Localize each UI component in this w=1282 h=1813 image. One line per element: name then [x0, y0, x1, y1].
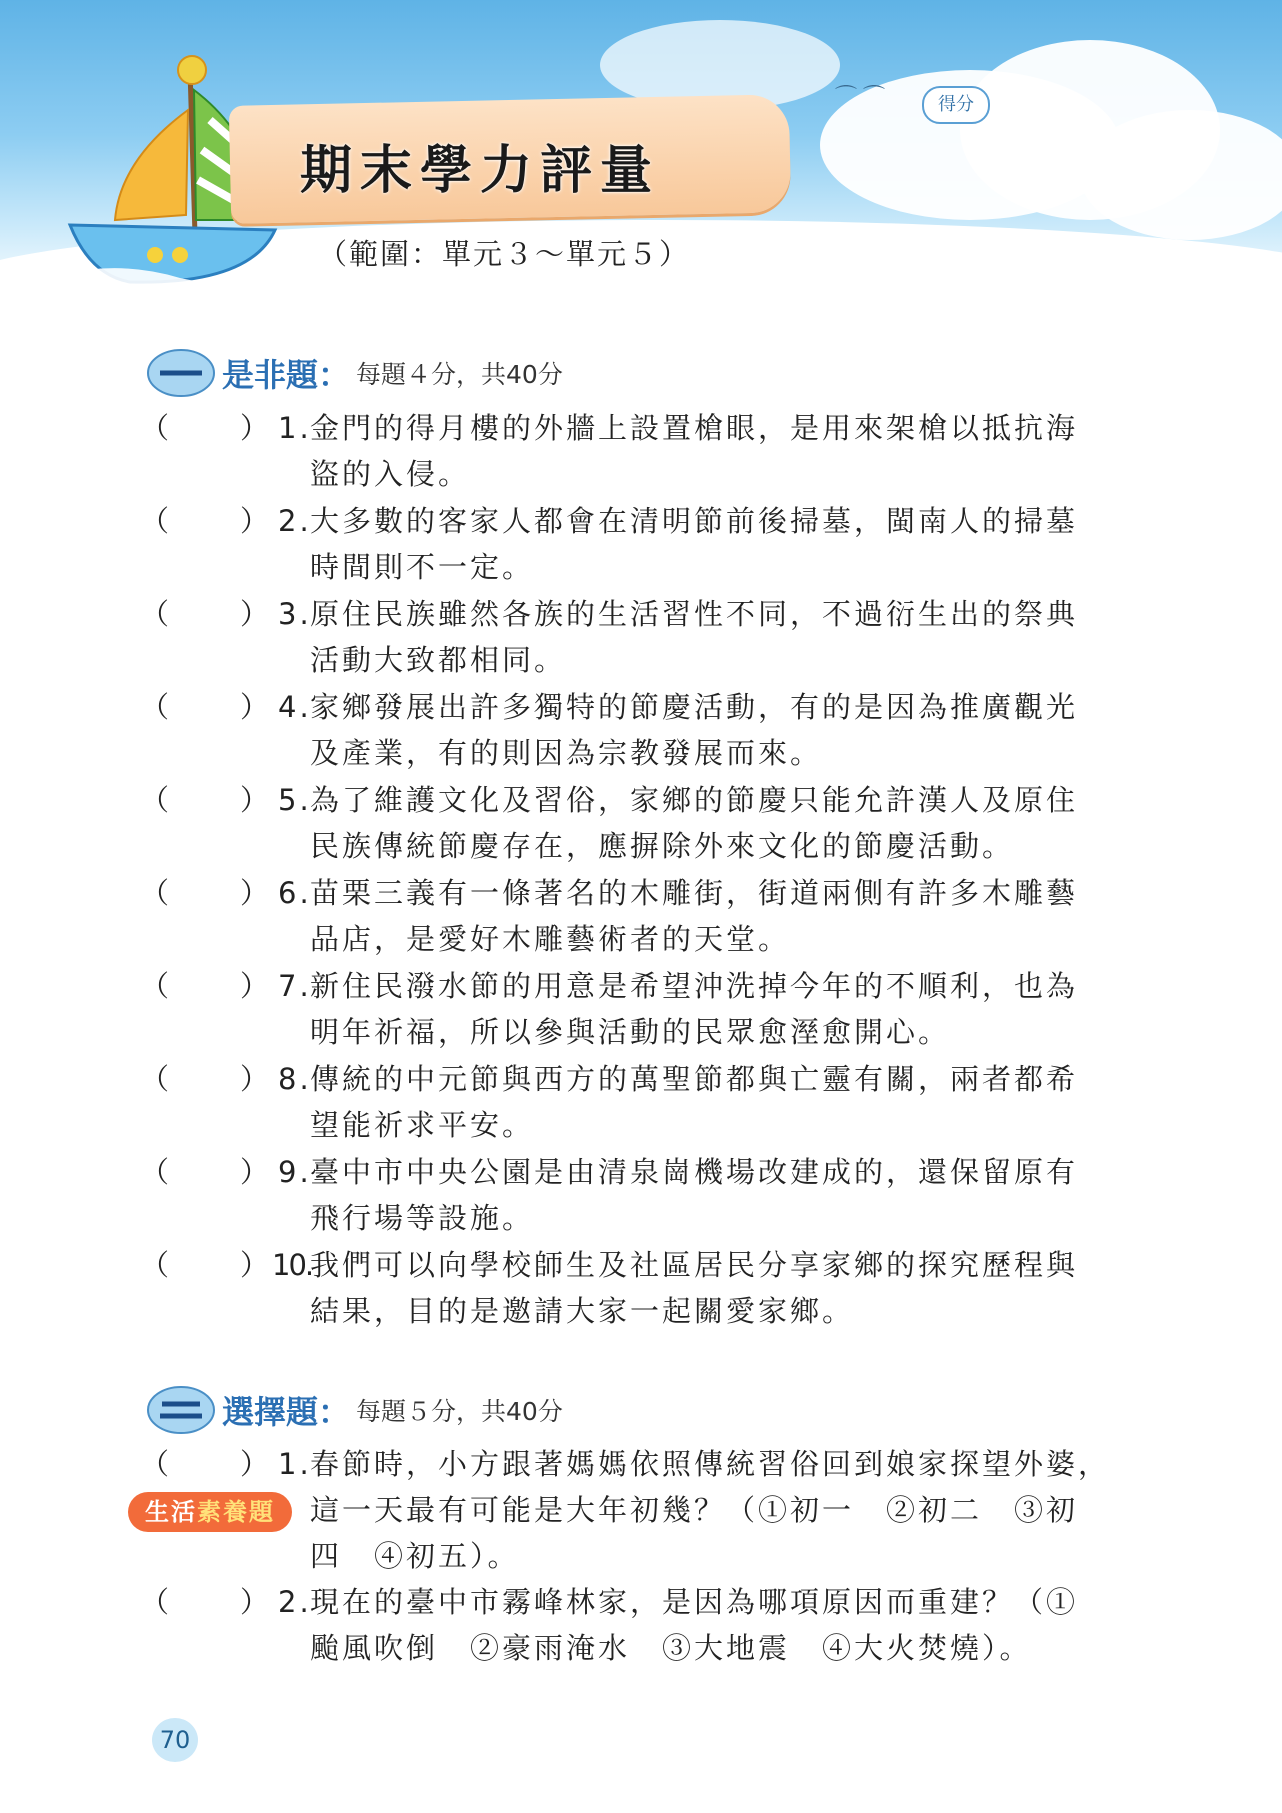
question-number: 1. [278, 411, 312, 445]
page-number: 70 [152, 1718, 198, 1762]
answer-paren-close: ） [240, 969, 273, 1003]
question-number: 3. [278, 597, 312, 631]
section-heading-1 [146, 345, 563, 401]
question-line: 及產業，有的則因為宗教發展而來。 [310, 736, 823, 770]
question-text [310, 684, 1150, 776]
question-line: 家鄉發展出許多獨特的節慶活動，有的是因為推廣觀光 [310, 690, 1079, 724]
question-line: 活動大致都相同。 [310, 643, 567, 677]
answer-paren-open[interactable]: （ [140, 1155, 173, 1189]
question-number: 4. [278, 690, 312, 724]
question-line: 飛行場等設施。 [310, 1201, 535, 1235]
question-line: 苗栗三義有一條著名的木雕街，街道兩側有許多木雕藝 [310, 876, 1079, 910]
range-subtitle: （範圍：單元３～單元５） [318, 237, 691, 271]
answer-paren-close: ） [240, 504, 273, 538]
answer-paren-close: ） [240, 690, 273, 724]
answer-paren-close: ） [240, 1248, 273, 1282]
question-number: 2. [278, 504, 312, 538]
tag-part-1: 生活 [145, 1498, 197, 1526]
question-text [310, 1579, 1150, 1671]
answer-paren-open[interactable]: （ [140, 411, 173, 445]
question-line: 品店，是愛好木雕藝術者的天堂。 [310, 922, 791, 956]
question-line: 盜的入侵。 [310, 457, 471, 491]
question-text [310, 498, 1150, 590]
question-number: 6. [278, 876, 312, 910]
tag-part-2: 素養題 [197, 1498, 275, 1526]
question-line: 現在的臺中市霧峰林家，是因為哪項原因而重建？（① [310, 1585, 1079, 1619]
question-line: 颱風吹倒 ②豪雨淹水 ③大地震 ④大火焚燒）。 [310, 1631, 1032, 1665]
question-line: 為了維護文化及習俗，家鄉的節慶只能允許漢人及原住 [310, 783, 1079, 817]
question-line: 金門的得月樓的外牆上設置槍眼，是用來架槍以抵抗海 [310, 411, 1079, 445]
question-line: 時間則不一定。 [310, 550, 535, 584]
question-line: 大多數的客家人都會在清明節前後掃墓，閩南人的掃墓 [310, 504, 1079, 538]
page-title: 期末學力評量 [300, 141, 661, 201]
question-line: 新住民潑水節的用意是希望沖洗掉今年的不順利，也為 [310, 969, 1079, 1003]
shell-icon [146, 1384, 216, 1436]
life-literacy-tag [128, 1492, 292, 1532]
score-badge: 得分 [922, 86, 990, 124]
section-heading-2 [146, 1382, 563, 1438]
question-line: 臺中市中央公園是由清泉崗機場改建成的，還保留原有 [310, 1155, 1079, 1189]
answer-paren-open[interactable]: （ [140, 690, 173, 724]
question-line: 我們可以向學校師生及社區居民分享家鄉的探究歷程與 [310, 1248, 1079, 1282]
shell-icon [146, 347, 216, 399]
question-text [310, 1149, 1150, 1241]
answer-paren-close: ） [240, 783, 273, 817]
answer-paren-close: ） [240, 597, 273, 631]
question-text [310, 405, 1150, 497]
question-line: 傳統的中元節與西方的萬聖節都與亡靈有關，兩者都希 [310, 1062, 1079, 1096]
question-number: 1. [278, 1447, 312, 1481]
answer-paren-open[interactable]: （ [140, 597, 173, 631]
answer-paren-close: ） [240, 876, 273, 910]
question-number: 10. [272, 1248, 313, 1282]
question-number: 5. [278, 783, 312, 817]
section-title: 是非題： [222, 356, 351, 394]
answer-paren-close: ） [240, 1447, 273, 1481]
question-line: 這一天最有可能是大年初幾？（①初一 ②初二 ③初 [310, 1493, 1079, 1527]
question-line: 原住民族雖然各族的生活習性不同，不過衍生出的祭典 [310, 597, 1079, 631]
answer-paren-open[interactable]: （ [140, 876, 173, 910]
question-text [310, 963, 1150, 1055]
section-title: 選擇題： [222, 1393, 351, 1431]
answer-paren-open[interactable]: （ [140, 1447, 173, 1481]
question-number: 2. [278, 1585, 312, 1619]
answer-paren-open[interactable]: （ [140, 1248, 173, 1282]
question-text [310, 777, 1150, 869]
question-text [310, 1242, 1150, 1334]
question-line: 明年祈福，所以參與活動的民眾愈溼愈開心。 [310, 1015, 951, 1049]
question-number: 8. [278, 1062, 312, 1096]
answer-paren-open[interactable]: （ [140, 1585, 173, 1619]
answer-paren-close: ） [240, 1062, 273, 1096]
question-text [310, 1441, 1150, 1579]
question-line: 結果，目的是邀請大家一起關愛家鄉。 [310, 1294, 855, 1328]
birds-icon: ⌒⌒ [835, 85, 892, 110]
question-line: 四 ④初五）。 [310, 1539, 520, 1573]
question-line: 望能祈求平安。 [310, 1108, 535, 1142]
answer-paren-open[interactable]: （ [140, 969, 173, 1003]
question-number: 9. [278, 1155, 312, 1189]
question-text [310, 1056, 1150, 1148]
section-info: 每題５分，共40分 [356, 1397, 563, 1426]
answer-paren-close: ） [240, 1585, 273, 1619]
question-line: 民族傳統節慶存在，應摒除外來文化的節慶活動。 [310, 829, 1015, 863]
question-text [310, 591, 1150, 683]
answer-paren-close: ） [240, 1155, 273, 1189]
answer-paren-open[interactable]: （ [140, 504, 173, 538]
question-number: 7. [278, 969, 312, 1003]
answer-paren-open[interactable]: （ [140, 1062, 173, 1096]
question-line: 春節時，小方跟著媽媽依照傳統習俗回到娘家探望外婆， [310, 1447, 1111, 1481]
section-info: 每題４分，共40分 [356, 360, 563, 389]
answer-paren-close: ） [240, 411, 273, 445]
question-text [310, 870, 1150, 962]
answer-paren-open[interactable]: （ [140, 783, 173, 817]
